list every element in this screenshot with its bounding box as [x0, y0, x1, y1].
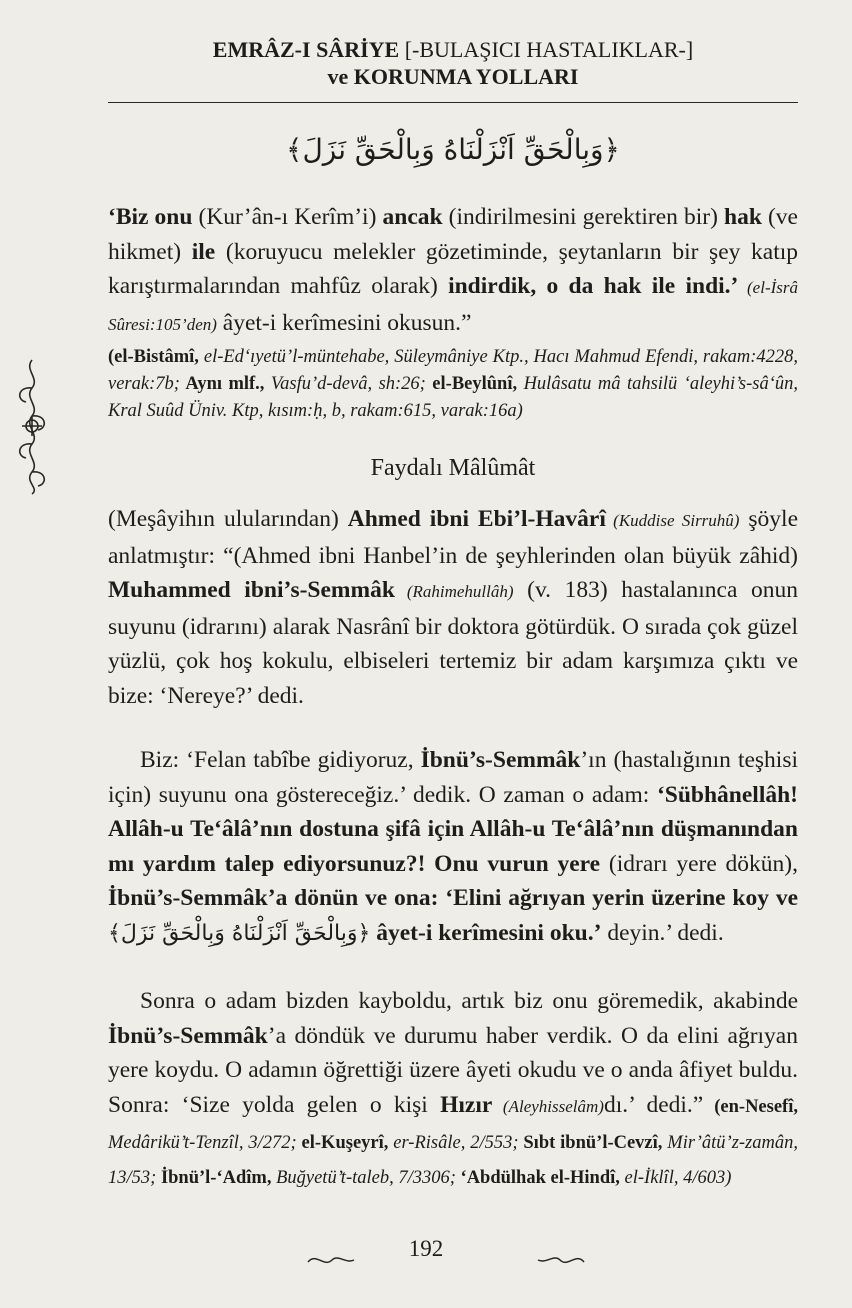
text-bold: ancak: [382, 204, 443, 230]
text: (Kur’ân-ı Kerîm’i): [192, 204, 383, 230]
text-bold: Hızır: [440, 1091, 493, 1118]
text: (idrarı yere dökün),: [600, 850, 799, 877]
honorific: (Aleyhisselâm): [492, 1096, 604, 1116]
floral-ornament-icon: [10, 356, 54, 496]
citation-work: el-Ed‘ıyetü’l-müntehabe, Süleymâniye Ktp., Hacı Mahmud Efendi, rakam:4228, verak:7b;: [108, 347, 798, 394]
text: (Meşâyihın ulularından): [108, 506, 348, 532]
citation-author: Sıbt ibnü’l-Cevzî,: [518, 1133, 663, 1153]
text-bold: Muhammed ibni’s-Semmâk: [108, 577, 395, 603]
text-bold: İbnü’s-Semmâk: [108, 1022, 268, 1049]
text: ’ın (hastalığının teşhisi için) suyunu ona göstereceğiz.’ dedik. O zaman o adam:: [108, 747, 798, 808]
citation-author: (en-Nesefî,: [703, 1096, 798, 1117]
paragraph-story: [108, 502, 798, 713]
citation-work: Medârikü’t-Tenzîl, 3/272;: [108, 1133, 297, 1153]
text-bold: ‘Biz onu: [108, 204, 193, 230]
header-subtitle: [-BULAŞICI HASTALIKLAR-]: [399, 37, 694, 62]
footer-ornament-right-icon: [536, 1250, 586, 1270]
inline-arabic-verse: ﴿وَبِالْحَقِّ اَنْزَلْنَاهُ وَبِالْحَقِّ نَزَلَ﴾: [108, 920, 371, 946]
paragraph-dialogue: [108, 743, 798, 951]
text: (koruyucu melekler gözetiminde, şeytanların bir şey katıp karıştırmalarından mahfûz olarak): [108, 238, 799, 299]
text-bold: hak: [724, 204, 762, 230]
citation-work: el-İklîl, 4/603): [619, 1167, 732, 1188]
page-number: 192: [408, 1236, 444, 1261]
text: (v. 183) hastalanınca onun suyunu (idrarını) alarak Nasrânî bir doktora götürdük. O sırada çok güzel yüzlü, çok hoş kokulu, elbiseleri tertemiz bir adam karşımıza çıktı ve bize: ‘Nereye?’ dedi.: [108, 577, 798, 709]
citation-work: er-Risâle, 2/553;: [388, 1133, 519, 1153]
text: deyin.’ dedi.: [601, 919, 724, 946]
honorific: (Rahimehullâh): [394, 582, 514, 601]
surah-reference: (el-İsrâ Sûresi:105’den): [108, 278, 798, 334]
text: âyet-i kerîmesini okusun.”: [216, 309, 472, 336]
text-bold: ‘Sübhânellâh! Allâh-u Te‘âlâ’nın dostuna şifâ için Allâh-u Te‘âlâ’nın düşmanından mı yardım talep ediyorsunuz?! Onu vurun yere: [108, 781, 798, 877]
paragraph-conclusion: [108, 984, 798, 1193]
citation-work: Buğyetü’t-taleb, 7/3306;: [271, 1167, 456, 1188]
text: (ve hikmet): [108, 204, 798, 265]
citation-author: İbnü’l-‘Adîm,: [156, 1167, 272, 1188]
citation-work: Hulâsatu mâ tahsilü ‘aleyhi’s-sâ‘ûn, Kral Suûd Üniv. Ktp, kısım:ḥ, b, rakam:615, varak:16a): [108, 374, 799, 421]
text-bold: ile: [191, 238, 216, 265]
citation-work: Mir’âtü’z-zamân, 13/53;: [108, 1133, 798, 1188]
citation-author: (el-Bistâmî,: [108, 347, 199, 367]
text-bold: indirdik, o da hak ile indi.’: [448, 273, 739, 299]
text-bold: Ahmed ibni Ebi’l-Havârî: [347, 506, 606, 532]
honorific: (Kuddise Sirruhû): [605, 511, 740, 530]
text-bold: İbnü’s-Semmâk’a dönün ve ona: ‘Elini ağrıyan yerin üzerine koy ve: [108, 885, 798, 911]
header-title: EMRÂZ-I SÂRİYE: [212, 37, 400, 62]
arabic-verse: ﴿وَبِالْحَقِّ اَنْزَلْنَاهُ وَبِالْحَقِّ نَزَلَ﴾: [286, 133, 620, 166]
paragraph-verse-meaning: [108, 200, 798, 342]
text: (indirilmesini gerektiren bir): [442, 204, 725, 230]
citation-author: el-Kuşeyrî,: [296, 1133, 389, 1153]
text: ’a döndük ve durumu haber verdik. O da elini ağrıyan yere koydu. O adamın öğrettiği üzere âyeti okudu ve o anda âfiyet buldu. Sonra: ‘Size yolda gelen o kişi: [108, 1022, 798, 1118]
citation-block: [108, 344, 798, 425]
text-bold: âyet-i kerîmesini oku.’: [370, 919, 602, 946]
citation-work: Vasfu’d-devâ, sh:26;: [264, 374, 426, 394]
citation-author: ‘Abdülhak el-Hindî,: [455, 1167, 620, 1188]
section-title: Faydalı Mâlûmât: [370, 455, 536, 481]
running-header: [108, 36, 798, 90]
text: Biz: ‘Felan tabîbe gidiyoruz,: [140, 747, 421, 773]
text: Sonra o adam bizden kayboldu, artık biz onu göremedik, akabinde: [140, 988, 798, 1014]
citation-author: el-Beylûnî,: [425, 374, 518, 394]
text-bold: İbnü’s-Semmâk: [420, 747, 581, 773]
text: dı.’ dedi.”: [603, 1091, 704, 1118]
citation-author: Aynı mlf.,: [179, 374, 265, 394]
text: şöyle anlatmıştır: “(Ahmed ibni Hanbel’in de şeyhlerinden olan büyük zâhid): [108, 506, 798, 569]
header-line2: ve KORUNMA YOLLARI: [327, 64, 579, 89]
header-rule: [108, 102, 798, 103]
footer-ornament-left-icon: [306, 1250, 356, 1270]
